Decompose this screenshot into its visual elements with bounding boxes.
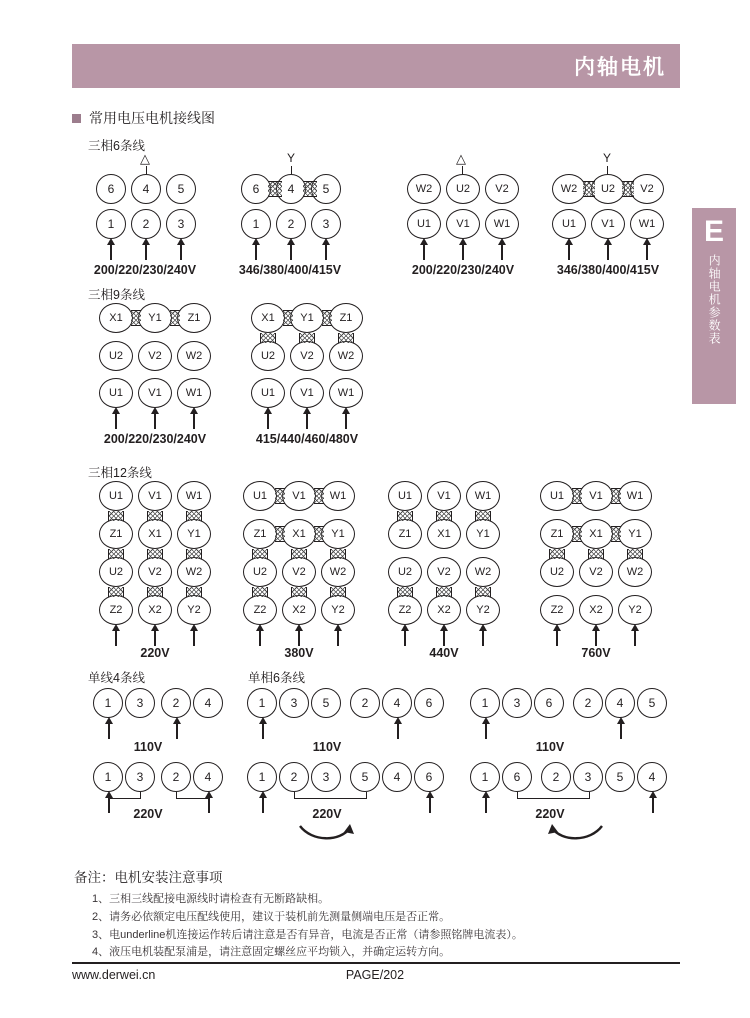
terminal: X2 (427, 595, 461, 625)
voltage-label: 415/440/460/480V (255, 432, 359, 446)
terminal: 3 (311, 762, 341, 792)
wye-marker-1: Y (286, 151, 295, 165)
supply-arrow (111, 407, 120, 429)
link-bar (275, 488, 285, 504)
voltage-label: 200/220/230/240V (411, 263, 515, 277)
terminal: 1 (470, 688, 500, 718)
terminal: 2 (541, 762, 571, 792)
supply-arrow (419, 238, 428, 260)
voltage-label: 200/220/230/240V (103, 432, 207, 446)
supply-arrow (258, 791, 267, 813)
voltage-label: 220V (140, 646, 170, 660)
terminal: V2 (138, 341, 172, 371)
link-bar (475, 511, 491, 521)
voltage-label: 200/220/230/240V (93, 263, 197, 277)
link-bar (283, 310, 293, 326)
supply-arrow (204, 791, 213, 813)
page-header-bar (72, 44, 680, 88)
terminal: Z2 (388, 595, 422, 625)
link-bar (147, 511, 163, 521)
terminal: U1 (540, 481, 574, 511)
terminal: V2 (579, 557, 613, 587)
terminal: V1 (290, 378, 324, 408)
group-label-three-phase-12: 三相12条线 (88, 466, 152, 480)
note-item: 3、电underline机连接运作转后请注意是否有异音，电流是否正常（请参照铭牌电流表）。 (92, 928, 523, 941)
terminal: W1 (177, 481, 211, 511)
delta-stem-1 (146, 166, 147, 174)
bullet-square-icon (72, 114, 81, 123)
supply-arrow (150, 624, 159, 646)
terminal: 6 (502, 762, 532, 792)
terminal: W1 (177, 378, 211, 408)
terminal: 2 (161, 762, 191, 792)
terminal: 6 (534, 688, 564, 718)
terminal: U2 (243, 557, 277, 587)
terminal: 1 (93, 762, 123, 792)
jumper-line (366, 792, 367, 799)
terminal: W2 (329, 341, 363, 371)
terminal: Y1 (466, 519, 500, 549)
link-bar (131, 310, 141, 326)
terminal: Y1 (321, 519, 355, 549)
terminal: W1 (466, 481, 500, 511)
terminal: 6 (96, 174, 126, 204)
terminal: Z1 (177, 303, 211, 333)
terminal: W2 (552, 174, 586, 204)
supply-arrow (478, 624, 487, 646)
link-bar (275, 526, 285, 542)
terminal: W2 (321, 557, 355, 587)
terminal: 5 (311, 688, 341, 718)
wye-marker-2: Y (602, 151, 611, 165)
terminal: Y1 (138, 303, 172, 333)
terminal: U2 (446, 174, 480, 204)
terminal: V1 (591, 209, 625, 239)
voltage-label: 110V (133, 740, 163, 754)
terminal: 4 (276, 174, 306, 204)
link-bar (147, 587, 163, 597)
voltage-label: 380V (284, 646, 314, 660)
terminal: X2 (138, 595, 172, 625)
link-bar (108, 549, 124, 559)
terminal: 5 (605, 762, 635, 792)
terminal: 5 (637, 688, 667, 718)
link-bar (108, 511, 124, 521)
terminal: W2 (618, 557, 652, 587)
terminal: V2 (485, 174, 519, 204)
link-bar (186, 511, 202, 521)
jumper-line (176, 792, 177, 799)
link-bar (186, 549, 202, 559)
terminal: Y2 (466, 595, 500, 625)
group-label-single-6: 单相6条线 (248, 671, 305, 685)
supply-arrow (189, 407, 198, 429)
voltage-label: 346/380/400/415V (238, 263, 342, 277)
terminal: Z2 (99, 595, 133, 625)
terminal: Z2 (540, 595, 574, 625)
terminal: U2 (99, 341, 133, 371)
side-section-tab (692, 208, 736, 404)
link-bar (572, 488, 582, 504)
terminal: 4 (605, 688, 635, 718)
link-bar (436, 511, 452, 521)
jumper-line (140, 792, 141, 799)
terminal: W1 (329, 378, 363, 408)
terminal: Z1 (99, 519, 133, 549)
terminal: 3 (125, 688, 155, 718)
link-bar (268, 181, 282, 197)
terminal: U1 (552, 209, 586, 239)
supply-arrow (104, 717, 113, 739)
wye-stem-2 (607, 166, 608, 174)
terminal: Y2 (618, 595, 652, 625)
terminal: U1 (99, 481, 133, 511)
supply-arrow (150, 407, 159, 429)
delta-marker-1: △ (140, 151, 150, 166)
link-bar (299, 333, 315, 343)
terminal: V2 (427, 557, 461, 587)
terminal: 3 (279, 688, 309, 718)
supply-arrow (616, 717, 625, 739)
terminal: W1 (321, 481, 355, 511)
link-bar (436, 587, 452, 597)
supply-arrow (648, 791, 657, 813)
terminal: 1 (247, 762, 277, 792)
terminal: 3 (125, 762, 155, 792)
jumper-line (294, 798, 366, 799)
terminal: U2 (540, 557, 574, 587)
supply-arrow (302, 407, 311, 429)
terminal: 1 (96, 209, 126, 239)
supply-arrow (552, 624, 561, 646)
supply-arrow (294, 624, 303, 646)
terminal: W1 (618, 481, 652, 511)
terminal: 3 (166, 209, 196, 239)
jumper-line (294, 792, 295, 799)
link-bar (611, 488, 621, 504)
page-title: 内轴电机 (574, 56, 666, 79)
note-item: 1、三相三线配接电源线时请检查有无断路缺相。 (92, 893, 330, 905)
delta-stem-2 (462, 166, 463, 174)
terminal: 5 (350, 762, 380, 792)
terminal: 6 (241, 174, 271, 204)
terminal: U2 (388, 557, 422, 587)
voltage-label: 760V (581, 646, 611, 660)
footer-page-number: PAGE/202 (345, 968, 405, 982)
link-bar (475, 587, 491, 597)
terminal: 6 (414, 688, 444, 718)
supply-arrow (255, 624, 264, 646)
supply-arrow (111, 624, 120, 646)
link-bar (622, 181, 634, 197)
link-bar (330, 549, 346, 559)
terminal: Y2 (177, 595, 211, 625)
terminal: 1 (241, 209, 271, 239)
link-bar (314, 488, 324, 504)
terminal: W2 (177, 341, 211, 371)
supply-arrow (104, 791, 113, 813)
voltage-label: 440V (429, 646, 459, 660)
jumper-line (589, 792, 590, 799)
rotation-direction-arrow (548, 822, 604, 844)
terminal: X2 (282, 595, 316, 625)
voltage-label: 110V (312, 740, 342, 754)
voltage-label: 220V (535, 807, 565, 821)
supply-arrow (286, 238, 295, 260)
terminal: V2 (290, 341, 324, 371)
terminal: V1 (138, 481, 172, 511)
terminal: 2 (276, 209, 306, 239)
terminal: X1 (251, 303, 285, 333)
terminal: W2 (466, 557, 500, 587)
supply-arrow (439, 624, 448, 646)
terminal: V1 (579, 481, 613, 511)
supply-arrow (603, 238, 612, 260)
terminal: 5 (311, 174, 341, 204)
supply-arrow (425, 791, 434, 813)
terminal: U1 (407, 209, 441, 239)
supply-arrow (176, 238, 185, 260)
terminal: Z1 (540, 519, 574, 549)
link-bar (572, 526, 582, 542)
terminal: 2 (161, 688, 191, 718)
terminal: Z1 (243, 519, 277, 549)
terminal: U1 (251, 378, 285, 408)
terminal: Y2 (321, 595, 355, 625)
terminal: 1 (93, 688, 123, 718)
terminal: Y1 (290, 303, 324, 333)
supply-arrow (172, 717, 181, 739)
terminal: Z1 (329, 303, 363, 333)
link-bar (291, 587, 307, 597)
supply-arrow (481, 791, 490, 813)
terminal: 3 (502, 688, 532, 718)
link-bar (252, 549, 268, 559)
terminal: X1 (138, 519, 172, 549)
terminal: V1 (138, 378, 172, 408)
terminal: W1 (485, 209, 519, 239)
supply-arrow (258, 717, 267, 739)
jumper-line (517, 798, 589, 799)
terminal: 2 (279, 762, 309, 792)
link-bar (338, 333, 354, 343)
terminal: U1 (243, 481, 277, 511)
supply-arrow (251, 238, 260, 260)
supply-arrow (393, 717, 402, 739)
voltage-label: 220V (312, 807, 342, 821)
terminal: 5 (166, 174, 196, 204)
terminal: X2 (579, 595, 613, 625)
supply-arrow (333, 624, 342, 646)
terminal: V2 (282, 557, 316, 587)
terminal: 2 (350, 688, 380, 718)
section-heading (72, 108, 215, 128)
link-bar (260, 333, 276, 343)
voltage-label: 110V (535, 740, 565, 754)
group-label-three-phase-6: 三相6条线 (88, 139, 145, 153)
side-tab-label: 内轴电机参数表 (707, 253, 722, 345)
rotation-direction-arrow (298, 822, 354, 844)
terminal: W2 (407, 174, 441, 204)
terminal: 4 (193, 762, 223, 792)
terminal: 1 (470, 762, 500, 792)
link-bar (252, 587, 268, 597)
terminal: Z1 (388, 519, 422, 549)
terminal: 4 (382, 762, 412, 792)
wye-stem-1 (291, 166, 292, 174)
link-bar (549, 549, 565, 559)
terminal: 1 (247, 688, 277, 718)
notes-block (74, 866, 634, 962)
link-bar (314, 526, 324, 542)
link-bar (330, 587, 346, 597)
group-label-single-4: 单线4条线 (88, 671, 145, 685)
terminal: W2 (177, 557, 211, 587)
link-bar (322, 310, 332, 326)
supply-arrow (321, 238, 330, 260)
link-bar (397, 587, 413, 597)
terminal: 3 (311, 209, 341, 239)
terminal: U2 (99, 557, 133, 587)
terminal: 4 (637, 762, 667, 792)
supply-arrow (630, 624, 639, 646)
terminal: U1 (99, 378, 133, 408)
terminal: 2 (131, 209, 161, 239)
terminal: V1 (427, 481, 461, 511)
link-bar (611, 526, 621, 542)
terminal: Z2 (243, 595, 277, 625)
supply-arrow (141, 238, 150, 260)
supply-arrow (458, 238, 467, 260)
supply-arrow (189, 624, 198, 646)
note-item: 4、液压电机装配泵浦是，请注意固定螺丝应平均锁入，并确定运转方向。 (92, 946, 451, 959)
terminal: 2 (573, 688, 603, 718)
terminal: 6 (414, 762, 444, 792)
terminal: V1 (446, 209, 480, 239)
notes-list (74, 891, 634, 962)
terminal: Y1 (177, 519, 211, 549)
link-bar (627, 549, 643, 559)
link-bar (397, 511, 413, 521)
terminal: U1 (388, 481, 422, 511)
supply-arrow (106, 238, 115, 260)
terminal: Y1 (618, 519, 652, 549)
link-bar (583, 181, 595, 197)
terminal: 4 (382, 688, 412, 718)
link-bar (186, 587, 202, 597)
terminal: V1 (282, 481, 316, 511)
terminal: X1 (579, 519, 613, 549)
group-label-three-phase-9: 三相9条线 (88, 288, 145, 302)
supply-arrow (591, 624, 600, 646)
notes-title: 备注：电机安装注意事项 (74, 870, 223, 885)
terminal: V2 (138, 557, 172, 587)
link-bar (588, 549, 604, 559)
terminal: U2 (251, 341, 285, 371)
jumper-line (517, 792, 518, 799)
supply-arrow (341, 407, 350, 429)
link-bar (170, 310, 180, 326)
delta-marker-2: △ (456, 151, 466, 166)
side-tab-letter: E (703, 215, 724, 248)
terminal: X1 (99, 303, 133, 333)
supply-arrow (564, 238, 573, 260)
link-bar (303, 181, 317, 197)
section-heading-label: 常用电压电机接线图 (89, 110, 215, 126)
terminal: X1 (282, 519, 316, 549)
terminal: 4 (193, 688, 223, 718)
terminal: W1 (630, 209, 664, 239)
note-item: 2、请务必依额定电压配线使用，建议于装机前先测量侧端电压是否正常。 (92, 910, 451, 923)
supply-arrow (400, 624, 409, 646)
link-bar (147, 549, 163, 559)
supply-arrow (263, 407, 272, 429)
terminal: U2 (591, 174, 625, 204)
terminal: V2 (630, 174, 664, 204)
link-bar (291, 549, 307, 559)
terminal: 4 (131, 174, 161, 204)
voltage-label: 346/380/400/415V (556, 263, 660, 277)
supply-arrow (642, 238, 651, 260)
terminal: X1 (427, 519, 461, 549)
supply-arrow (497, 238, 506, 260)
terminal: 3 (573, 762, 603, 792)
footer-divider (72, 962, 680, 964)
supply-arrow (481, 717, 490, 739)
voltage-label: 220V (133, 807, 163, 821)
link-bar (108, 587, 124, 597)
footer-website: www.derwei.cn (72, 968, 156, 982)
